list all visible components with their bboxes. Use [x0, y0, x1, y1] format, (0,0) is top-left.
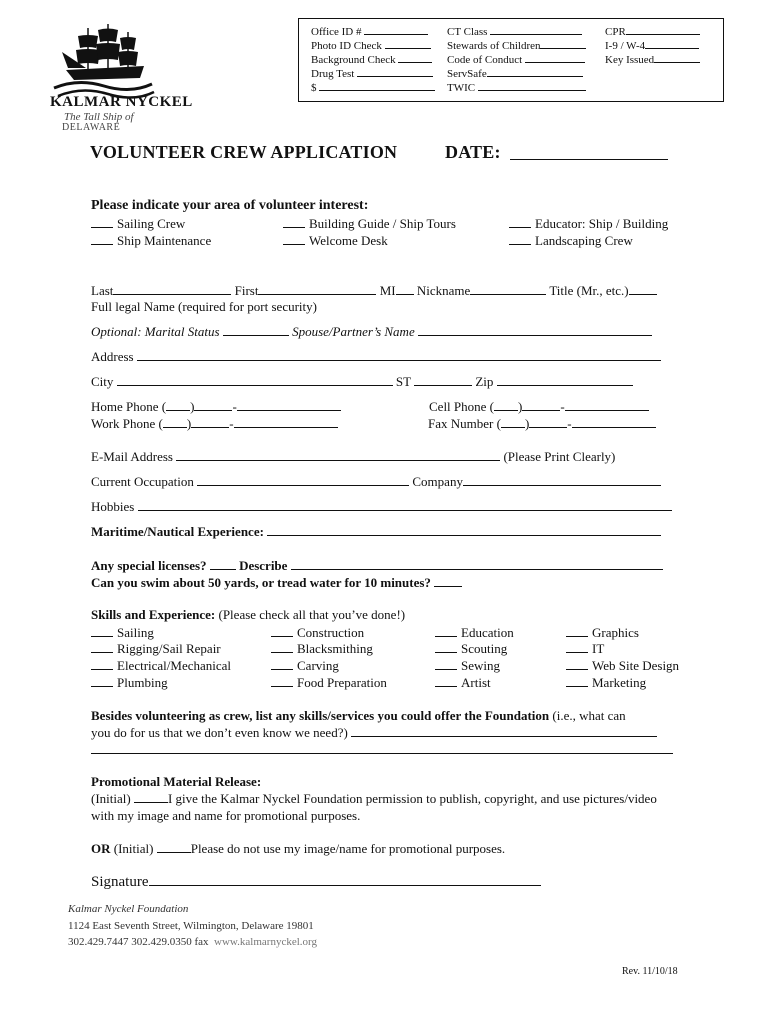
- office-field: Code of Conduct: [447, 51, 585, 66]
- interest-option[interactable]: Sailing Crew: [91, 216, 185, 232]
- other-skills-line[interactable]: [91, 753, 673, 754]
- skill-option[interactable]: Scouting: [435, 641, 507, 657]
- interest-heading: Please indicate your area of volunteer interest:: [91, 198, 369, 213]
- office-field: CT Class: [447, 23, 582, 38]
- initial-consent-field[interactable]: [134, 791, 168, 803]
- occupation-field[interactable]: [197, 474, 409, 486]
- skill-option[interactable]: IT: [566, 641, 604, 657]
- other-skills-prompt-2: you do for us that we don’t even know we need?): [91, 725, 657, 741]
- office-field: Drug Test: [311, 65, 433, 80]
- logo-tagline: The Tall Ship of: [64, 111, 134, 123]
- office-field: Office ID #: [311, 23, 428, 38]
- cell-phone-row[interactable]: Cell Phone ( ) -: [429, 399, 649, 415]
- skill-option[interactable]: Marketing: [566, 675, 646, 691]
- website-link[interactable]: www.kalmarnyckel.org: [214, 936, 317, 948]
- office-field: CPR: [605, 23, 700, 38]
- interest-option[interactable]: Welcome Desk: [283, 233, 388, 249]
- swim-row: Can you swim about 50 yards, or tread water for 10 minutes?: [91, 575, 462, 591]
- office-use-box: [298, 18, 724, 102]
- revision: Rev. 11/10/18: [622, 966, 678, 977]
- ship-logo: [48, 22, 158, 104]
- logo-state: DELAWARE: [62, 122, 121, 133]
- address-row: Address: [91, 349, 661, 365]
- ship-icon: [48, 22, 158, 102]
- first-name-field[interactable]: [258, 283, 376, 295]
- skill-option[interactable]: Electrical/Mechanical: [91, 658, 231, 674]
- legal-name-note: Full legal Name (required for port security): [91, 299, 317, 314]
- footer-phones: 302.429.7447 302.429.0350 fax www.kalmarnyckel.org: [68, 936, 317, 948]
- skill-option[interactable]: Graphics: [566, 625, 639, 641]
- release-heading: Promotional Material Release:: [91, 774, 262, 789]
- date-label: DATE:: [445, 142, 501, 162]
- signature-row: Signature: [91, 873, 541, 891]
- logo-name: KALMAR NYCKEL: [50, 94, 193, 110]
- skill-option[interactable]: Plumbing: [91, 675, 168, 691]
- initial-decline-field[interactable]: [157, 841, 191, 853]
- interest-option[interactable]: Educator: Ship / Building: [509, 216, 668, 232]
- maritime-row: Maritime/Nautical Experience:: [91, 524, 661, 540]
- home-phone-row[interactable]: Home Phone ( ) -: [91, 399, 341, 415]
- email-field[interactable]: [176, 449, 500, 461]
- office-field: Background Check: [311, 51, 432, 66]
- office-field: ServSafe: [447, 65, 583, 80]
- skill-option[interactable]: Rigging/Sail Repair: [91, 641, 221, 657]
- office-field: Photo ID Check: [311, 37, 431, 52]
- company-field[interactable]: [463, 474, 661, 486]
- office-field: $: [311, 79, 435, 94]
- release-consent-2: with my image and name for promotional purposes.: [91, 808, 361, 823]
- office-field: Key Issued: [605, 51, 700, 66]
- office-field: TWIC: [447, 79, 586, 94]
- swim-field[interactable]: [434, 575, 462, 587]
- skill-option[interactable]: Education: [435, 625, 514, 641]
- footer-address: 1124 East Seventh Street, Wilmington, Delaware 19801: [68, 920, 314, 932]
- skill-option[interactable]: Artist: [435, 675, 491, 691]
- mi-field[interactable]: [396, 283, 414, 295]
- interest-option[interactable]: Ship Maintenance: [91, 233, 211, 249]
- licenses-row: Any special licenses? Describe: [91, 558, 663, 574]
- marital-row: Optional: Marital Status Spouse/Partner’s Name: [91, 324, 652, 340]
- nickname-field[interactable]: [470, 283, 546, 295]
- skill-option[interactable]: Sailing: [91, 625, 154, 641]
- hobbies-field[interactable]: [138, 499, 672, 511]
- office-field: Stewards of Children: [447, 37, 586, 52]
- maritime-field[interactable]: [267, 524, 661, 536]
- last-name-field[interactable]: [113, 283, 231, 295]
- skill-option[interactable]: Blacksmithing: [271, 641, 373, 657]
- email-row: E-Mail Address (Please Print Clearly): [91, 449, 616, 464]
- city-row: City ST Zip: [91, 374, 633, 390]
- skill-option[interactable]: Food Preparation: [271, 675, 387, 691]
- state-field[interactable]: [414, 374, 472, 386]
- office-field: I-9 / W-4: [605, 37, 699, 52]
- release-decline: OR (Initial) Please do not use my image/name for promotional purposes.: [91, 841, 506, 856]
- title-field[interactable]: [629, 283, 657, 295]
- skill-option[interactable]: Construction: [271, 625, 364, 641]
- page-title: VOLUNTEER CREW APPLICATION: [90, 142, 398, 162]
- fax-row[interactable]: Fax Number ( ) -: [428, 416, 656, 432]
- other-skills-prompt: Besides volunteering as crew, list any skills/services you could offer the Foundation (i.e., what can: [91, 708, 626, 723]
- footer-org: Kalmar Nyckel Foundation: [68, 903, 189, 915]
- occupation-row: Current Occupation Company: [91, 474, 661, 490]
- skills-heading: Skills and Experience: (Please check all that you’ve done!): [91, 607, 406, 622]
- address-field[interactable]: [137, 349, 661, 361]
- release-consent: (Initial) I give the Kalmar Nyckel Foundation permission to publish, copyright, and use pictures/video: [91, 791, 657, 806]
- date-field[interactable]: [510, 159, 668, 160]
- spouse-field[interactable]: [418, 324, 652, 336]
- interest-option[interactable]: Landscaping Crew: [509, 233, 633, 249]
- city-field[interactable]: [117, 374, 393, 386]
- describe-field[interactable]: [291, 558, 663, 570]
- name-row: Last First MI Nickname Title (Mr., etc.): [91, 283, 657, 299]
- hobbies-row: Hobbies: [91, 499, 672, 515]
- skill-option[interactable]: Carving: [271, 658, 339, 674]
- zip-field[interactable]: [497, 374, 633, 386]
- skill-option[interactable]: Web Site Design: [566, 658, 679, 674]
- interest-option[interactable]: Building Guide / Ship Tours: [283, 216, 456, 232]
- licenses-field[interactable]: [210, 558, 236, 570]
- signature-field[interactable]: [149, 873, 541, 886]
- other-skills-field[interactable]: [351, 725, 657, 737]
- marital-field[interactable]: [223, 324, 289, 336]
- work-phone-row[interactable]: Work Phone ( ) -: [91, 416, 338, 432]
- skill-option[interactable]: Sewing: [435, 658, 500, 674]
